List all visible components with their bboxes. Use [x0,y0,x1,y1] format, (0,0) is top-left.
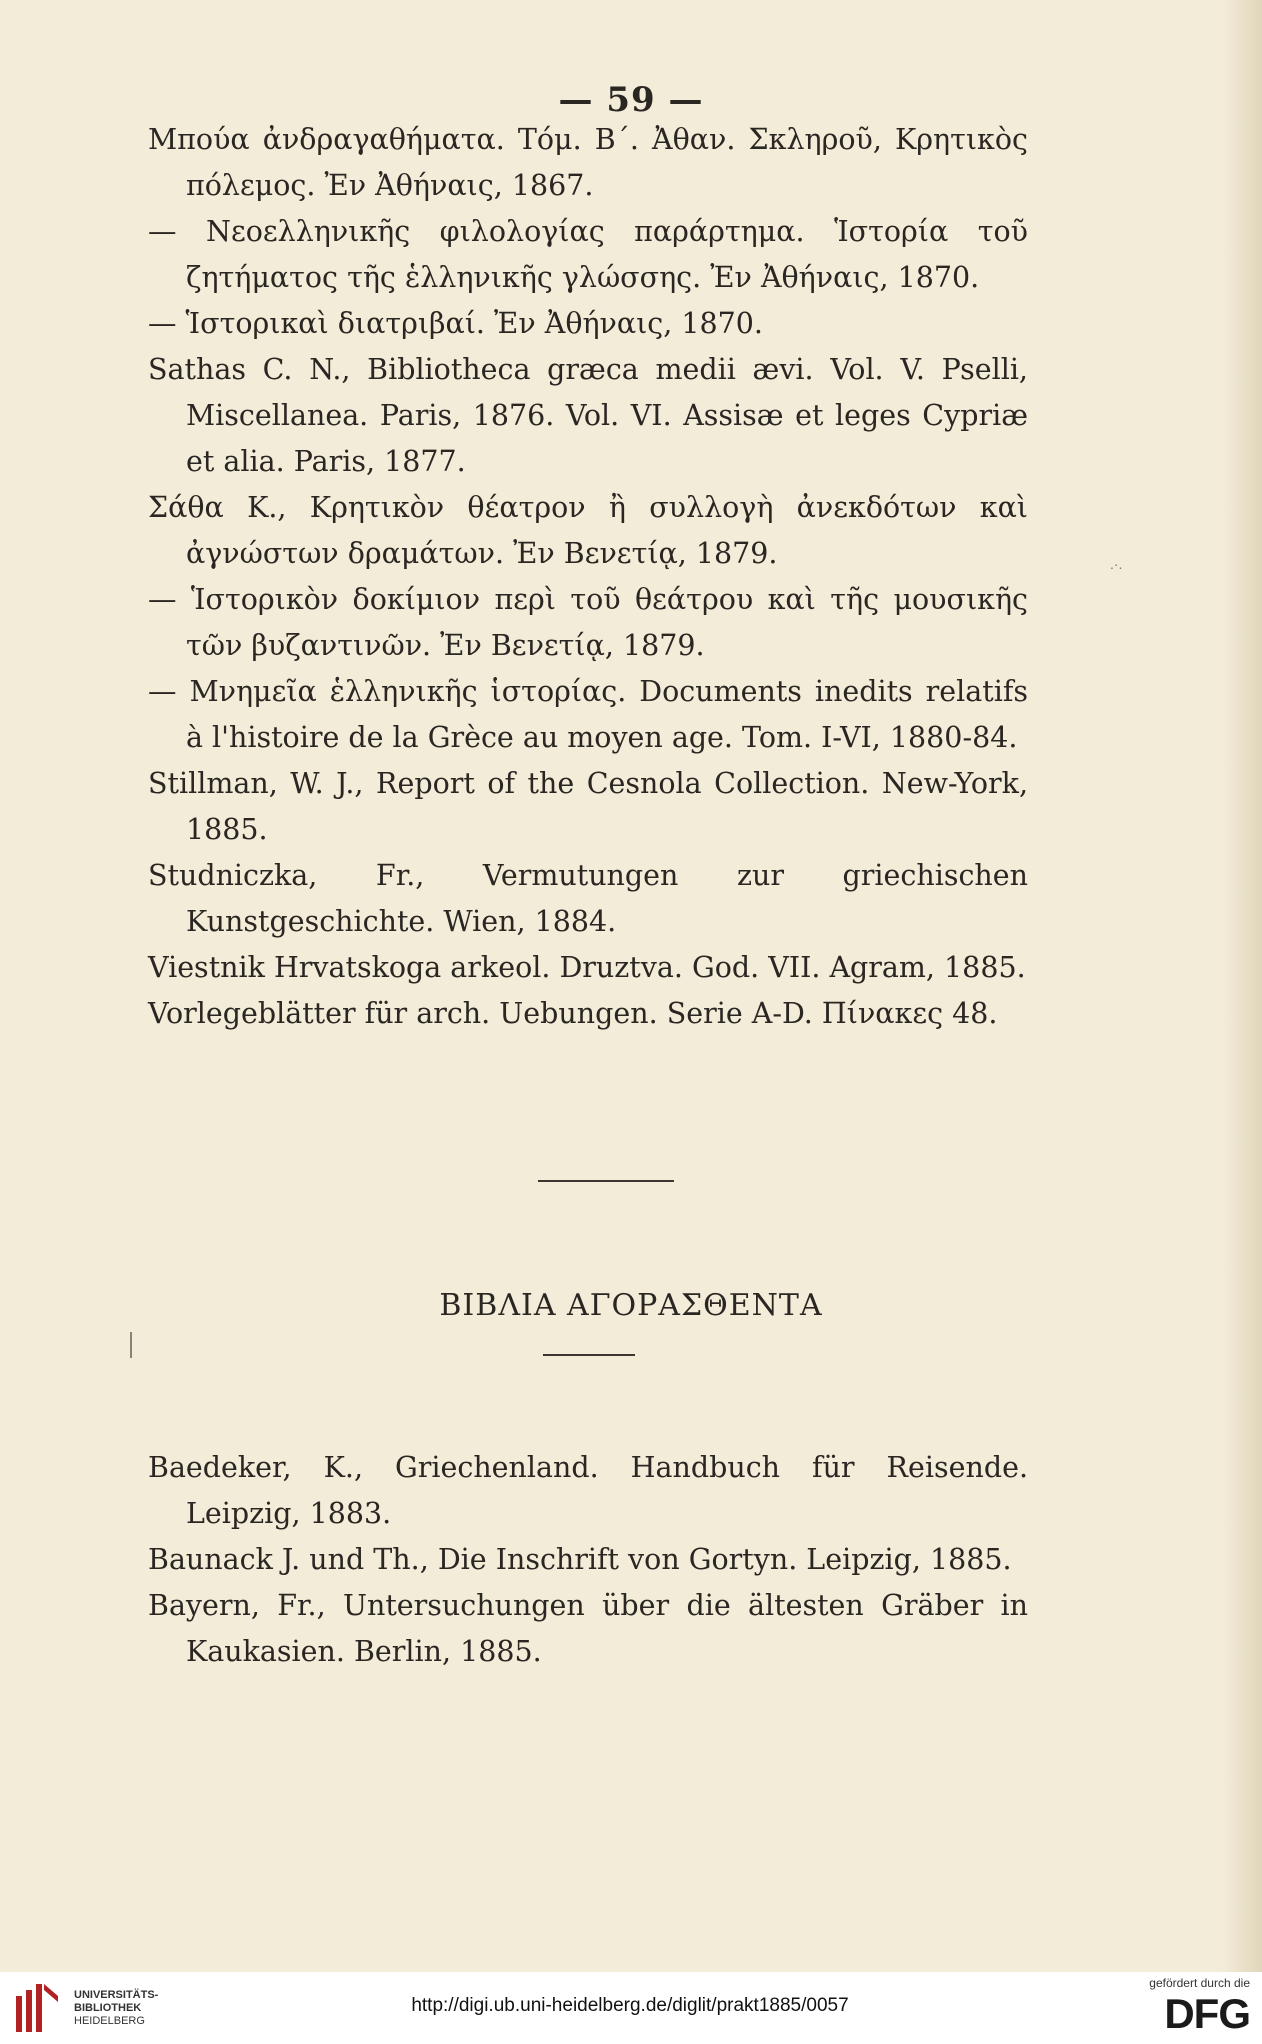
purchased-book-entry: Baedeker, K., Griechenland. Handbuch für Reisende. Leipzig, 1883. [148,1451,1028,1530]
digitization-footer [0,1972,1262,2044]
purchased-book-entry: Bayern, Fr., Untersuchungen über die ältesten Gräber in Kaukasien. Berlin, 1885. [148,1589,1028,1668]
bibliography-entry: Stillman, W. J., Report of the Cesnola Collection. New-York, 1885. [148,767,1028,846]
section-heading: ΒΙΒΛΙΑ ΑΓΟΡΑΣΘΕΝΤΑ [439,1288,823,1323]
library-name-line: UNIVERSITÄTS- [74,1989,159,2001]
bibliography-entry: — Μνημεῖα ἑλληνικῆς ἱστορίας. Documents inedits relatifs à l'histoire de la Grèce au moyen age. Tom. I-VI, 1880-84. [148,675,1028,754]
divider-rule [543,1354,635,1356]
scan-speck [130,1332,132,1358]
bibliography-entry: Vorlegeblätter für arch. Uebungen. Serie A-D. Πίνακες 48. [148,997,998,1030]
bibliography-entry: Μπούα ἀνδραγαθήματα. Τόμ. Β΄. Ἀθαν. Σκληροῦ, Κρητικὸς πόλεμος. Ἐν Ἀθήναις, 1867. [148,123,1028,202]
bibliography-entry: Σάθα Κ., Κρητικὸν θέατρον ἢ συλλογὴ ἀνεκδότων καὶ ἀγνώστων δραμάτων. Ἐν Βενετίᾳ, 1879. [148,491,1028,570]
bibliography-entry: — Ἱστορικαὶ διατριβαί. Ἐν Ἀθήναις, 1870. [148,307,763,340]
dfg-logo-icon: DFG [1164,1990,1250,2037]
scan-speck: .·. [1110,556,1123,572]
funding-note: gefördert durch die [1149,1976,1250,1990]
bibliography-entry: — Νεοελληνικῆς φιλολογίας παράρτημα. Ἱστορία τοῦ ζητήματος τῆς ἑλληνικῆς γλώσσης. Ἐν Ἀθήναις, 1870. [148,215,1028,294]
library-name-line: HEIDELBERG [74,2015,145,2027]
purchased-book-entry: Baunack J. und Th., Die Inschrift von Gortyn. Leipzig, 1885. [148,1543,1012,1576]
bibliography-entry: — Ἱστορικὸν δοκίμιον περὶ τοῦ θεάτρου καὶ τῆς μουσικῆς τῶν βυζαντινῶν. Ἐν Βενετίᾳ, 1879. [148,583,1028,662]
bibliography-list [148,117,1028,1037]
bibliography-entry: Viestnik Hrvatskoga arkeol. Druztva. God. VII. Agram, 1885. [148,951,1026,984]
library-name-line: BIBLIOTHEK [74,2002,142,2014]
page-edge-shadow [1222,0,1262,1972]
permalink-url[interactable]: http://digi.ub.uni-heidelberg.de/diglit/prakt1885/0057 [411,1995,849,2016]
page-number: — 59 — [558,80,704,120]
university-library-logo-icon [14,1982,60,2034]
bibliography-entry: Sathas C. N., Bibliotheca græca medii ævi. Vol. V. Pselli, Miscellanea. Paris, 1876. Vol. VI. Assisæ et leges Cypriæ et alia. Paris, 1877. [148,353,1028,478]
divider-rule [538,1180,674,1182]
bibliography-entry: Studniczka, Fr., Vermutungen zur griechischen Kunstgeschichte. Wien, 1884. [148,859,1028,938]
purchased-books-list [148,1445,1028,1675]
